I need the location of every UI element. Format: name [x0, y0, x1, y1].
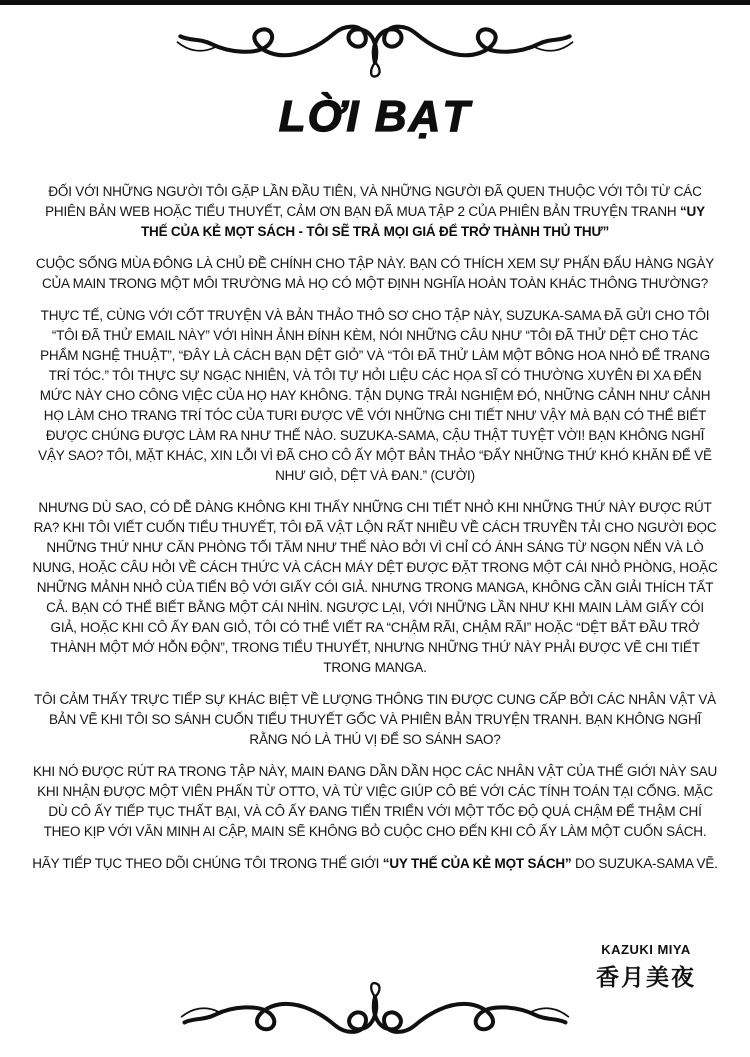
author-name-kanji: 香月美夜 [596, 964, 696, 990]
paragraph-text: ĐỐI VỚI NHỮNG NGƯỜI TÔI GẶP LẦN ĐẦU TIÊN, VÀ NHỮNG NGƯỜI ĐÃ QUEN THUỘC VỚI TÔI TỪ CÁC PHIÊN BẢN WEB HOẶC TIỂU THUYẾT, CẢM ƠN BẠN ĐÃ MUA TẬP 2 CỦA PHIÊN BẢN TRUYỆN TRANH [45, 184, 702, 219]
calligraphic-swirl-icon [170, 12, 580, 84]
afterword-paragraph [32, 254, 718, 294]
calligraphic-swirl-icon [175, 975, 575, 1047]
bottom-flourish-ornament [175, 975, 575, 1047]
page-top-border [0, 0, 750, 5]
afterword-paragraph [32, 306, 718, 486]
paragraph-text: CUỘC SỐNG MÙA ĐÔNG LÀ CHỦ ĐỀ CHÍNH CHO TẬP NÀY. BẠN CÓ THÍCH XEM SỰ PHẤN ĐẤU HÀNG NGÀY CỦA MAIN TRONG MỘT MÔI TRƯỜNG MÀ HỌ CÓ MỘT ĐỊNH NGHĨA HOÀN TOÀN KHÁC THÔNG THƯỜNG? [35, 256, 715, 291]
author-signature [596, 942, 696, 992]
author-name-romaji: KAZUKI MIYA [601, 942, 691, 957]
afterword-text [32, 182, 718, 942]
afterword-paragraph [32, 498, 718, 678]
paragraph-text: NHƯNG DÙ SAO, CÓ DỄ DÀNG KHÔNG KHI THẤY NHỮNG CHI TIẾT NHỎ KHI NHỮNG THỨ NÀY ĐƯỢC RÚT RA? KHI TÔI VIẾT CUỐN TIỂU THUYẾT, TÔI ĐÃ VẬT LỘN RẤT NHIỀU VỀ CÁCH TRUYỀN TẢI CHO NGƯỜI ĐỌC NHỮNG THỨ NHƯ CĂN PHÒNG TỐI TĂM NHƯ THẾ NÀO BỞI VÌ CHỈ CÓ ÁNH SÁNG TỪ NGỌN NẾN VÀ LÒ NUNG, HOẶC CÂU HỎI VỀ CÁCH THỨC VÀ CÁCH MÁY DỆT ĐƯỢC ĐẶT TRONG MỘT CÁI NHỎ PHÒNG, HOẶC NHỮNG MẢNH NHỎ CỦA TIẾN BỘ VỚI GIẤY CÓI GIẢ. NHƯNG TRONG MANGA, KHÔNG CẦN GIẢI THÍCH TẤT CẢ. BẠN CÓ THỂ BIẾT BẰNG MỘT CÁI NHÌN. NGƯỢC LẠI, VỚI NHỮNG LẦN NHƯ KHI MAIN LÀM GIẤY CÓI GIẢ, HOẶC KHI CÔ ẤY ĐAN GIỎ, TÔI CÓ THỂ VIẾT RA “CHẬM RÃI, CHẬM RÃI” HOẶC “DỆT BẮT ĐẦU TRỞ THÀNH MỘT MỚ HỖN ĐỘN”, TRONG TIỂU THUYẾT, NHƯNG NHỮNG THỨ NÀY PHẢI ĐƯỢC VẼ CHI TIẾT TRONG MANGA. [32, 500, 718, 675]
afterword-paragraph [32, 854, 718, 874]
paragraph-text: THỰC TẾ, CÙNG VỚI CỐT TRUYỆN VÀ BẢN THẢO THÔ SƠ CHO TẬP NÀY, SUZUKA-SAMA ĐÃ GỬI CHO TÔI “TÔI ĐÃ THỬ EMAIL NÀY” VỚI HÌNH ẢNH ĐÍNH KÈM, NÓI NHỮNG CÂU NHƯ “TÔI ĐÃ THỬ DỆT CHO TÁC PHẨM NGHỆ THUẬT”, “ĐÂY LÀ CÁCH BẠN DỆT GIỎ” VÀ “TÔI ĐÃ THỬ LÀM MỘT BÔNG HOA NHỎ ĐỂ TRANG TRÍ TÓC.” TÔI THỰC SỰ NGẠC NHIÊN, VÀ TÔI TỰ HỎI LIỆU CÁC HỌA SĨ CÓ THƯỜNG XUYÊN ĐI XA ĐẾN MỨC NÀY CHO CÔNG VIỆC CỦA HỌ HAY KHÔNG. TẬN DỤNG TRẢI NGHIỆM ĐÓ, NHỮNG CẢNH NHƯ CẢNH HỌ LÀM CHO TRANG TRÍ TÓC CỦA TURI ĐƯỢC VẼ VỚI NHỮNG CHI TIẾT NHƯ VẬY MÀ BẠN CÓ THỂ BIẾT ĐƯỢC CHÚNG ĐƯỢC LÀM RA NHƯ THẾ NÀO. SUZUKA-SAMA, CẬU THẬT TUYỆT VỜI! BẠN KHÔNG NGHĨ VẬY SAO? TÔI, MẶT KHÁC, XIN LỖI VÌ ĐÃ CHO CÔ ẤY MỘT BẢN THẢO “ĐẨY NHỮNG THỨ KHÓ KHĂN ĐỂ VẼ NHƯ GIỎ, DỆT VÀ ĐAN.” (CƯỜI) [38, 308, 712, 483]
book-title-emphasis: “UY THẾ CỦA KẺ MỌT SÁCH - TÔI SẼ TRẢ MỌI GIÁ ĐỂ TRỞ THÀNH THỦ THƯ” [140, 204, 705, 239]
book-title-emphasis: “UY THẾ CỦA KẺ MỌT SÁCH” [382, 856, 572, 871]
paragraph-text: HÃY TIẾP TỤC THEO DÕI CHÚNG TÔI TRONG THẾ GIỚI [32, 856, 383, 871]
paragraph-text: DO SUZUKA-SAMA VẼ. [571, 856, 718, 871]
page-title: LỜI BẠT [278, 92, 472, 141]
paragraph-text: TÔI CẢM THẤY TRỰC TIẾP SỰ KHÁC BIỆT VỀ LƯỢNG THÔNG TIN ĐƯỢC CUNG CẤP BỞI CÁC NHÂN VẬT VÀ BẢN VẼ KHI TÔI SO SÁNH CUỐN TIỂU THUYẾT GỐC VÀ PHIÊN BẢN TRUYỆN TRANH. BẠN KHÔNG NGHĨ RẰNG NÓ LÀ THÚ VỊ ĐỂ SO SÁNH SAO? [34, 692, 716, 747]
afterword-paragraph [32, 690, 718, 750]
afterword-paragraph [32, 762, 718, 842]
afterword-paragraph [32, 182, 718, 242]
paragraph-text: KHI NÓ ĐƯỢC RÚT RA TRONG TẬP NÀY, MAIN ĐANG DẦN DẦN HỌC CÁC NHÂN VẬT CỦA THẾ GIỚI NÀY SAU KHI NHẬN ĐƯỢC MỘT VIÊN PHẤN TỪ OTTO, VÀ TỪ VIỆC GIÚP CÔ BÉ VỚI CÁC TÍNH TOÁN TẠI CỔNG. MẶC DÙ CÔ ẤY TIẾP TỤC THẤT BẠI, VÀ CÔ ẤY ĐANG TIẾN TRIỂN VỚI MỘT TỐC ĐỘ QUÁ CHẬM ĐỂ THẬM CHÍ THEO KỊP VỚI VĂN MINH AI CẬP, MAIN SẼ KHÔNG BỎ CUỘC CHO ĐẾN KHI CÔ ẤY LÀM MỘT CUỐN SÁCH. [32, 764, 717, 839]
top-flourish-ornament [170, 12, 580, 84]
